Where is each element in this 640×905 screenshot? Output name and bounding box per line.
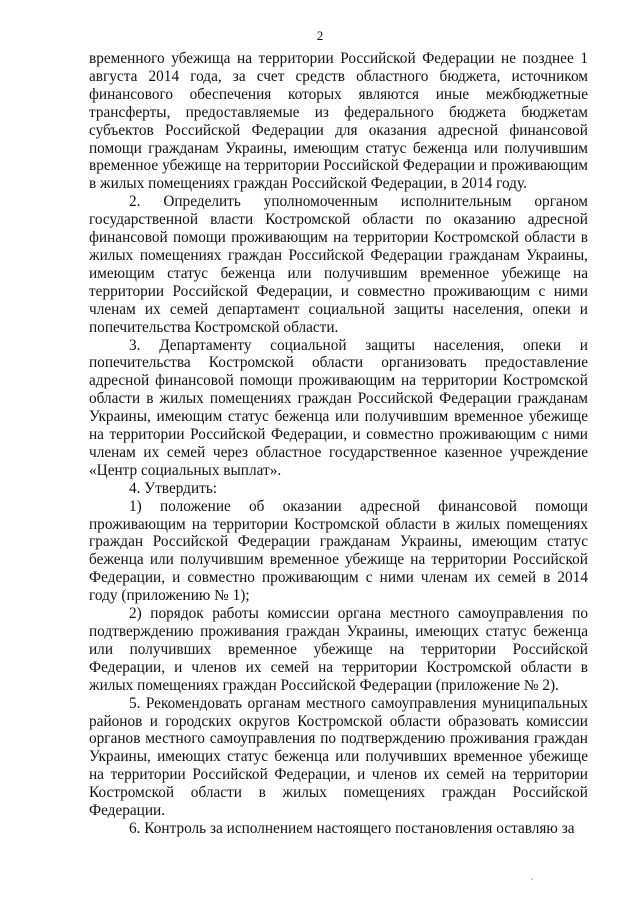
document-body	[89, 50, 588, 838]
paragraph-item-5: 5. Рекомендовать органам местного самоуправления муниципальных районов и городских округов Костромской области образовать комиссии органов местного самоуправления по подтверждению проживания граждан Украины, имеющих статус беженца или получивших временное убежище на территории Российской Федерации, и членов их семей на территории Костромской области в жилых помещениях граждан Российской Федерации.	[89, 694, 588, 820]
paragraph-item-4-2: 2) порядок работы комиссии органа местного самоуправления по подтверждению проживания граждан Украины, имеющих статус беженца или получивших временное убежище на территории Российской Федерации, и членов их семей на территории Костромской области в жилых помещениях граждан Российской Федерации (приложение № 2).	[89, 605, 588, 694]
scan-speck-mark	[531, 878, 533, 880]
paragraph-item-4: 4. Утвердить:	[129, 479, 218, 497]
paragraph-item-2: 2. Определить уполномоченным исполнительным органом государственной власти Костромской области по оказанию адресной финансовой помощи проживающим на территории Костромской области в жилых помещениях граждан Российской Федерации гражданам Украины, имеющим статус беженца или получившим временное убежище на территории Российской Федерации, и совместно проживающим с ними членам их семей департамент социальной защиты населения, опеки и попечительства Костромской области.	[89, 193, 588, 336]
paragraph-item-6: 6. Контроль за исполнением настоящего постановления оставляю за	[129, 819, 575, 837]
paragraph-item-4-1: 1) положение об оказании адресной финансовой помощи проживающим на территории Костромской области в жилых помещениях граждан Российской Федерации гражданам Украины, имеющим статус беженца или получившим временное убежище на территории Российской Федерации, и совместно проживающим с ними членам их семей в 2014 году (приложению № 1);	[89, 497, 588, 605]
page-number: 2	[316, 28, 324, 43]
paragraph-continuation: временного убежища на территории Российской Федерации не позднее 1 августа 2014 года, за счет средств областного бюджета, источником финансового обеспечения которых являются иные межбюджетные трансферты, предоставляемые из федерального бюджета бюджетам субъектов Российской Федерации для оказания адресной финансовой помощи гражданам Украины, имеющим статус беженца или получившим временное убежище на территории Российской Федерации и проживающим в жилых помещениях граждан Российской Федерации, в 2014 году.	[89, 50, 588, 193]
paragraph-item-3: 3. Департаменту социальной защиты населения, опеки и попечительства Костромской области организовать предоставление адресной финансовой помощи проживающим на территории Костромской области в жилых помещениях граждан Российской Федерации гражданам Украины, имеющим статус беженца или получившим временное убежище на территории Российской Федерации, и совместно проживающим с ними членам их семей через областное государственное казенное учреждение «Центр социальных выплат».	[89, 336, 588, 479]
